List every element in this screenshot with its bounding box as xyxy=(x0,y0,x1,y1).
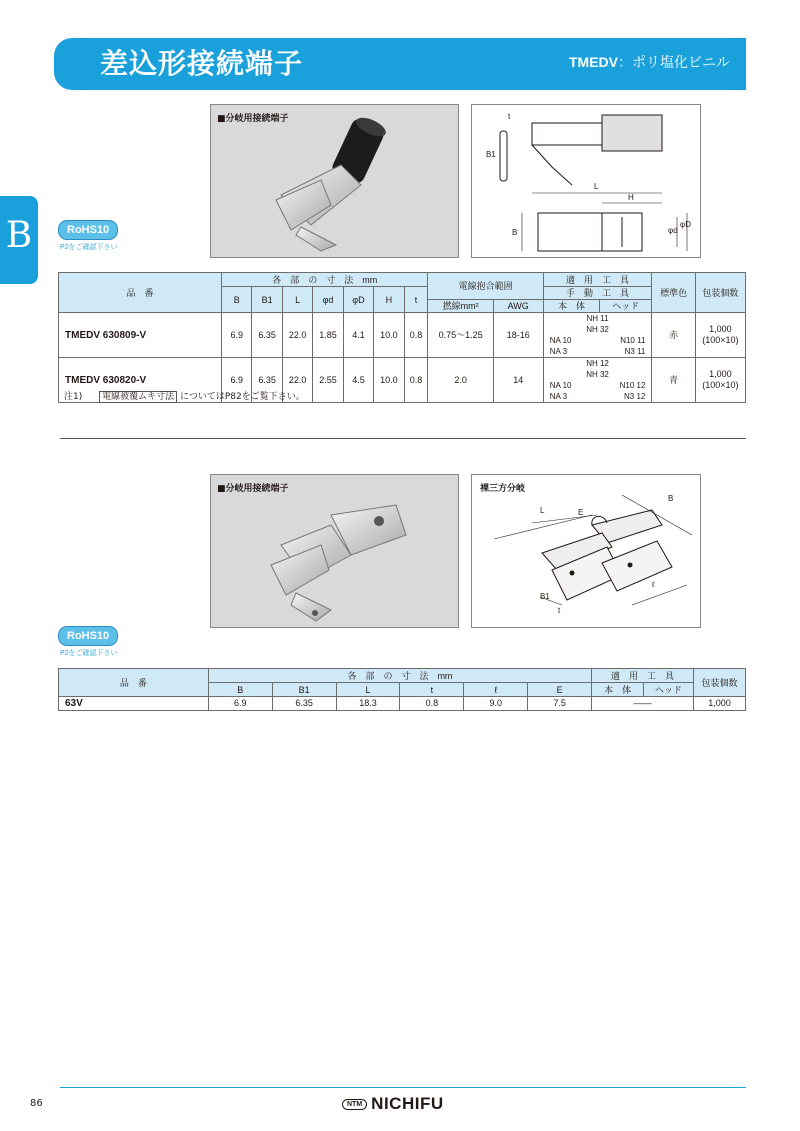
terminal-photo-illustration-2 xyxy=(211,475,458,627)
dim-label-B1: B1 xyxy=(486,150,496,159)
cell-E: 7.5 xyxy=(528,697,592,711)
cell-H: 10.0 xyxy=(374,358,404,403)
table-row xyxy=(59,313,746,358)
col-header-t: t xyxy=(404,287,428,313)
col-header-model: 品 番 xyxy=(59,669,209,697)
col-header-B: B xyxy=(208,683,272,697)
rohs-badge-2: RoHS10 xyxy=(58,626,118,646)
col-header-color: 標準色 xyxy=(652,273,695,313)
col-header-tools: 適 用 工 具 xyxy=(543,273,652,287)
tool-a: NH 11 xyxy=(586,314,609,323)
dim-label-D: φD xyxy=(680,220,691,229)
col-header-l: ℓ xyxy=(464,683,528,697)
col-header-d: φd xyxy=(313,287,343,313)
col-header-L: L xyxy=(336,683,400,697)
col-header-tool-body: 本 体 xyxy=(592,683,644,697)
dim-label-t: t xyxy=(508,112,511,121)
cell-L: 22.0 xyxy=(282,358,312,403)
tool-c1: NA 10 xyxy=(549,336,572,345)
col-header-model: 品 番 xyxy=(59,273,222,313)
dim-label-H: H xyxy=(628,193,634,202)
cell-pack: 1,000 xyxy=(693,697,745,711)
series-desc: ：ポリ塩化ビニル xyxy=(618,55,730,71)
cell-t: 0.8 xyxy=(404,313,428,358)
cell-mm2: 0.75～1.25 xyxy=(428,313,493,358)
cell-D: 4.1 xyxy=(343,313,373,358)
cell-B1: 6.35 xyxy=(252,313,282,358)
terminal-dimension-drawing-1 xyxy=(472,105,700,257)
product-photo-2 xyxy=(210,474,459,628)
footer-divider xyxy=(60,1087,746,1088)
col-header-E: E xyxy=(528,683,592,697)
note-prefix: 注1) xyxy=(64,392,83,402)
pack-count: 1,000 xyxy=(709,369,732,379)
rohs-badge-1: RoHS10 xyxy=(58,220,118,240)
dim-label-E: E xyxy=(578,508,584,517)
cell-awg: 14 xyxy=(493,358,543,403)
dim-label-l: ℓ xyxy=(652,580,655,589)
pack-sub: (100×10) xyxy=(702,380,739,390)
cell-B: 6.9 xyxy=(222,358,252,403)
photo-label-1: ■分岐用接続端子 xyxy=(217,114,289,124)
cell-L: 18.3 xyxy=(336,697,400,711)
cell-mm2: 2.0 xyxy=(428,358,493,403)
cell-B1: 6.35 xyxy=(272,697,336,711)
cell-awg: 18-16 xyxy=(493,313,543,358)
col-header-awg: AWG xyxy=(493,300,543,313)
col-header-H: H xyxy=(374,287,404,313)
col-header-tools: 適 用 工 具 xyxy=(592,669,694,683)
tool-c1: NA 10 xyxy=(549,381,572,390)
col-header-L: L xyxy=(282,287,312,313)
dimension-diagram-2 xyxy=(471,474,701,628)
note-suffix: についてはP82をご覧下さい。 xyxy=(180,392,305,402)
cell-color: 赤 xyxy=(652,313,695,358)
page-number: 86 xyxy=(30,1098,43,1109)
col-header-t: t xyxy=(400,683,464,697)
cell-L: 22.0 xyxy=(282,313,312,358)
col-header-mm2: 撚線mm² xyxy=(428,300,493,313)
tool-c2: N10 11 xyxy=(620,336,646,345)
cell-D: 4.5 xyxy=(343,358,373,403)
tool-b: NH 32 xyxy=(586,325,609,334)
product-photo-1 xyxy=(210,104,459,258)
cell-t: 0.8 xyxy=(404,358,428,403)
cell-B: 6.9 xyxy=(208,697,272,711)
col-header-wire: 電線抱合範囲 xyxy=(428,273,543,300)
model-number: TMEDV 630809-V xyxy=(59,313,222,358)
dim-label-B: B xyxy=(668,494,674,503)
col-header-dims: 各 部 の 寸 法 mm xyxy=(208,669,591,683)
cell-l: 9.0 xyxy=(464,697,528,711)
tool-d1: NA 3 xyxy=(549,392,568,401)
col-header-B1: B1 xyxy=(252,287,282,313)
cell-B1: 6.35 xyxy=(252,358,282,403)
rohs-note-2: P2をご確認下さい xyxy=(60,650,118,657)
cell-t: 0.8 xyxy=(400,697,464,711)
tool-d2: N3 11 xyxy=(624,347,646,356)
col-header-tool-body: 本 体 xyxy=(543,300,600,313)
page-title: 差込形接続端子 xyxy=(100,47,304,80)
section-divider xyxy=(60,438,746,439)
note-link-box: 電線被覆ムキ寸法 xyxy=(99,391,177,403)
tool-d2: N3 12 xyxy=(624,392,646,401)
model-number: TMEDV 630820-V xyxy=(59,358,222,403)
col-header-dims: 各 部 の 寸 法 mm xyxy=(222,273,428,287)
cell-pack xyxy=(695,313,745,358)
pack-count: 1,000 xyxy=(709,324,732,334)
col-header-B1: B1 xyxy=(272,683,336,697)
terminal-photo-illustration-1 xyxy=(211,105,458,257)
cell-tools xyxy=(543,313,652,358)
photo-label-2: ■分岐用接続端子 xyxy=(217,484,289,494)
spec-table-2 xyxy=(58,668,746,711)
col-header-tool-head: ヘッド xyxy=(644,683,694,697)
tool-d1: NA 3 xyxy=(549,347,568,356)
col-header-tool-head: ヘッド xyxy=(600,300,652,313)
cell-H: 10.0 xyxy=(374,313,404,358)
diagram-title-2: 裸三方分岐 xyxy=(480,484,526,494)
col-header-pack: 包装個数 xyxy=(695,273,745,313)
col-header-D: φD xyxy=(343,287,373,313)
cell-tools xyxy=(543,358,652,403)
logo-text: NICHIFU xyxy=(371,1094,444,1113)
logo-mark: NTM xyxy=(342,1099,367,1110)
series-code: TMEDV xyxy=(569,54,618,70)
cell-color: 青 xyxy=(652,358,695,403)
spec-table-1 xyxy=(58,272,746,403)
tool-b: NH 32 xyxy=(586,370,609,379)
terminal-dimension-drawing-2 xyxy=(472,475,700,627)
dim-label-L: L xyxy=(540,506,545,515)
series-label xyxy=(569,50,730,75)
dim-label-t: t xyxy=(558,606,561,615)
cell-d: 2.55 xyxy=(313,358,343,403)
dimension-diagram-1 xyxy=(471,104,701,258)
col-header-B: B xyxy=(222,287,252,313)
cell-d: 1.85 xyxy=(313,313,343,358)
footnote xyxy=(64,389,305,402)
cell-tools: ―― xyxy=(592,697,694,711)
pack-sub: (100×10) xyxy=(702,335,739,345)
col-header-tools-manual: 手 動 工 具 xyxy=(543,287,652,300)
rohs-note-1: P2をご確認下さい xyxy=(60,244,118,251)
dim-label-B: B xyxy=(512,228,518,237)
dim-label-L: L xyxy=(594,182,599,191)
company-logo xyxy=(342,1094,444,1114)
table-row xyxy=(59,697,746,711)
tool-c2: N10 12 xyxy=(619,381,646,390)
section-tab-letter: B xyxy=(5,215,33,256)
cell-B: 6.9 xyxy=(222,313,252,358)
model-number: 63V xyxy=(59,697,209,711)
cell-pack xyxy=(695,358,745,403)
col-header-pack: 包装個数 xyxy=(693,669,745,697)
dim-label-d: φd xyxy=(668,226,678,235)
tool-a: NH 12 xyxy=(586,359,609,368)
dim-label-B1: B1 xyxy=(540,592,550,601)
